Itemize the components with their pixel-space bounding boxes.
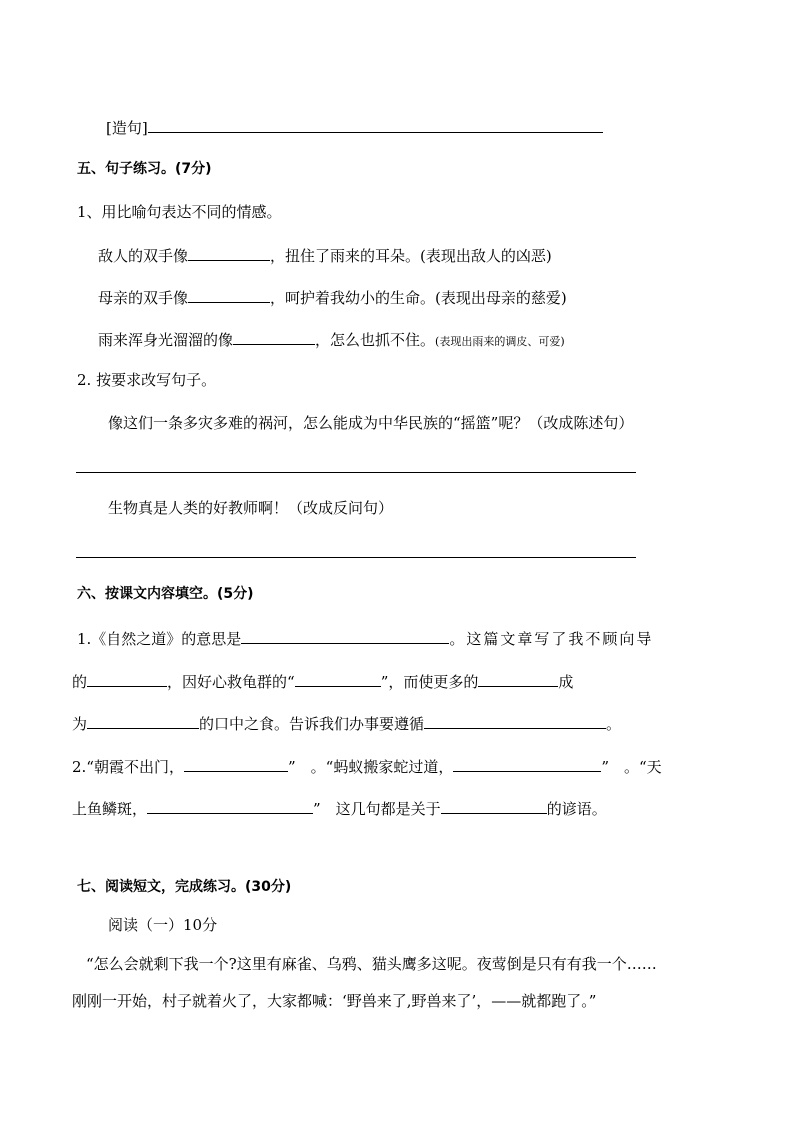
blank-s1[interactable] (188, 244, 270, 261)
zaoju-blank[interactable] (148, 116, 603, 133)
blank-6-10[interactable] (441, 797, 547, 814)
blank-6-2[interactable] (87, 670, 167, 687)
blank-6-1[interactable] (241, 627, 449, 644)
blank-6-8[interactable] (453, 755, 601, 772)
blank-s2[interactable] (188, 286, 270, 303)
s5-q2: 2. 按要求改写句子。 (77, 371, 217, 389)
s5-q1: 1、用比喻句表达不同的情感。 (77, 203, 282, 221)
simile-sentence-3: 雨来浑身光溜溜的像 ，怎么也抓不住。(表现出雨来的调皮、可爱) (98, 328, 565, 352)
blank-6-7[interactable] (184, 755, 288, 772)
blank-6-3[interactable] (295, 670, 381, 687)
answer-line-q2b[interactable] (76, 557, 636, 558)
blank-s3[interactable] (233, 328, 315, 345)
s6-line3: 为 的口中之食。告诉我们办事要遵循 。 (72, 712, 621, 734)
s5-q2b: 生物真是人类的好教师啊！（改成反问句） (108, 499, 394, 517)
blank-6-4[interactable] (478, 670, 558, 687)
section7-title: 七、阅读短文，完成练习。(30分) (77, 879, 292, 895)
blank-6-5[interactable] (87, 712, 199, 729)
s6-line5: 上鱼鳞斑， ” 这几句都是关于 的谚语。 (72, 797, 607, 819)
simile-sentence-1: 敌人的双手像 ，扭住了雨来的耳朵。(表现出敌人的凶恶) (98, 244, 552, 266)
s6-line2: 的 ，因好心救龟群的“ ”，而使更多的 成 (72, 670, 573, 692)
reading-1-heading: 阅读（一）10分 (108, 916, 218, 934)
zaoju-label: [造句] (106, 119, 148, 137)
s5-q2a: 像这们一条多灾多难的祸河，怎么能成为中华民族的“摇篮”呢？（改成陈述句） (108, 414, 634, 432)
reading-passage-line-2: 刚刚一开始，村子就着火了，大家都喊：‘野兽来了,野兽来了’，——就都跑了。” (72, 992, 597, 1010)
section5-title: 五、句子练习。(7分) (77, 161, 212, 177)
blank-6-9[interactable] (147, 797, 313, 814)
answer-line-q2a[interactable] (76, 472, 636, 473)
section6-title: 六、按课文内容填空。(5分) (77, 586, 254, 602)
zaoju-line (106, 116, 603, 138)
s6-line1: 1.《自然之道》的意思是 。这篇文章写了我不顾向导 (77, 627, 653, 649)
simile-sentence-2: 母亲的双手像 ，呵护着我幼小的生命。(表现出母亲的慈爱) (98, 286, 567, 308)
s6-line4: 2.“朝霞不出门， ” 。“蚂蚁搬家蛇过道， ” 。“天 (72, 755, 662, 777)
blank-6-6[interactable] (424, 712, 606, 729)
s3-note: (表现出雨来的调皮、可爱) (435, 335, 565, 348)
reading-passage-line-1: “怎么会就剩下我一个?这里有麻雀、乌鸦、猫头鹰多这呢。夜莺倒是只有有我一个…… (86, 955, 657, 973)
